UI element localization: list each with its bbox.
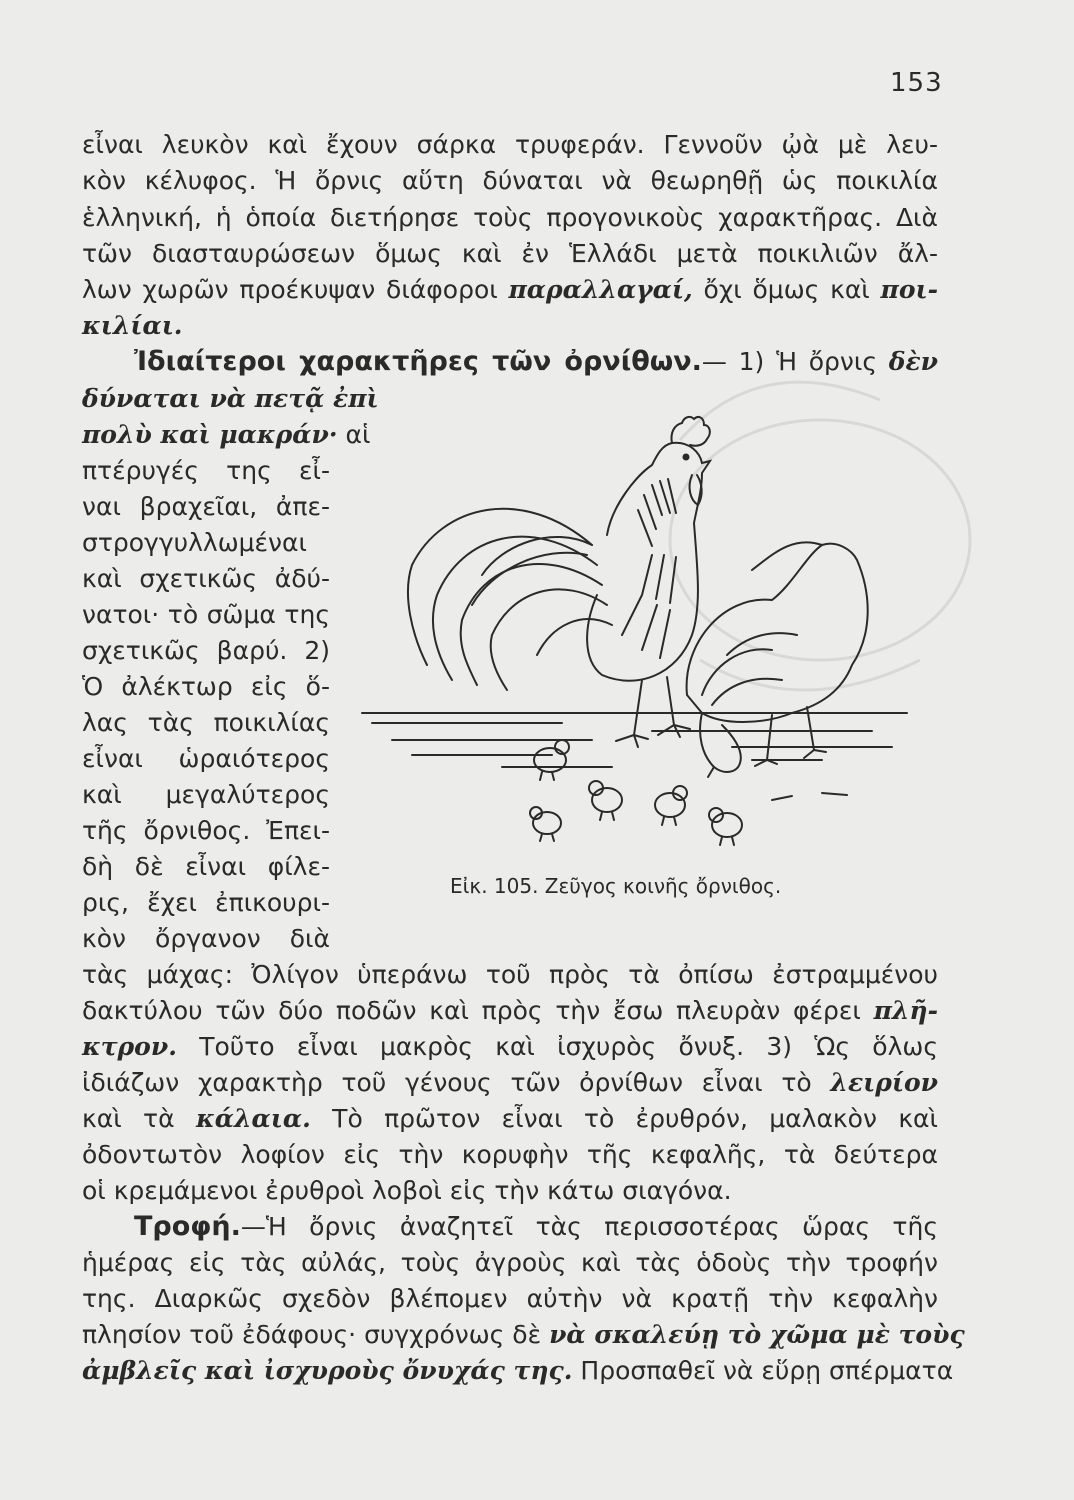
text-line: ὀδοντωτὸν λοφίον εἰς τὴν κορυφὴν τῆς κεφαλῆς, τὰ δεύτερα <box>82 1140 938 1169</box>
text-line: εἶναι ὡραιότερος <box>82 744 330 773</box>
text-line: οἱ κρεμάμενοι ἐρυθροὶ λοβοὶ εἰς τὴν κάτω σιαγόνα. <box>82 1176 732 1205</box>
bold-term: δὲν <box>888 347 938 376</box>
text-line <box>82 1029 938 1065</box>
section-heading: Τροφή. <box>134 1211 241 1242</box>
bold-term: κάλαια. <box>195 1104 311 1133</box>
bold-term: λειρίον <box>830 1068 938 1097</box>
text-line: ναι βραχεῖαι, ἀπε- <box>82 492 330 521</box>
text-line: πτέρυγές της εἶ- <box>82 456 330 485</box>
text-line: σχετικῶς βαρύ. 2) <box>82 636 330 665</box>
text-line <box>82 1065 938 1101</box>
text-span: —Ἡ ὄρνις ἀναζητεῖ τὰς περισσοτέρας ὥρας τῆς <box>240 1212 938 1241</box>
text-span: αἱ <box>337 420 371 449</box>
text-line: της. Διαρκῶς σχεδὸν βλέπομεν αὐτὴν νὰ κρατῇ τὴν κεφαλὴν <box>82 1284 938 1313</box>
text-line: ἑλληνική, ἡ ὁποία διετήρησε τοὺς προγονικοὺς χαρακτῆρας. Διὰ <box>82 203 938 232</box>
text-line: κὸν ὄργανον διὰ <box>82 924 330 953</box>
text-line <box>82 272 938 308</box>
text-span: καὶ τὰ <box>82 1104 196 1133</box>
text-span: Τὸ πρῶτον εἶναι τὸ ἐρυθρόν, μαλακὸν καὶ <box>310 1104 938 1133</box>
text-line: ρις, ἔχει ἐπικουρι- <box>82 888 330 917</box>
text-span: Τοῦτο εἶναι μακρὸς καὶ ἰσχυρὸς ὄνυξ. 3) Ὡς ὅλως <box>176 1032 938 1061</box>
text-line: δὴ δὲ εἶναι φίλε- <box>82 852 330 881</box>
text-line: νατοι· τὸ σῶμα της <box>82 600 330 629</box>
text-span: ἰδιάζων χαρακτὴρ τοῦ γένους τῶν ὀρνίθων εἶναι τὸ <box>82 1068 831 1097</box>
text-line <box>82 308 938 344</box>
text-span: λων χωρῶν προέκυψαν διάφοροι <box>82 275 509 304</box>
section-heading-line <box>82 1209 938 1245</box>
text-line: εἶναι λευκὸν καὶ ἔχουν σάρκα τρυφεράν. Γεννοῦν ᾠὰ μὲ λευ- <box>82 130 938 159</box>
bold-term: κτρον. <box>82 1032 177 1061</box>
bold-term: ἀμβλεῖς καὶ ἰσχυροὺς ὄνυχάς της. <box>82 1356 573 1385</box>
text-line: κὸν κέλυφος. Ἡ ὄρνις αὕτη δύναται νὰ θεωρηθῇ ὡς ποικιλία <box>82 166 938 195</box>
text-line: καὶ σχετικῶς ἀδύ- <box>82 564 330 593</box>
text-line: λας τὰς ποικιλίας <box>82 708 330 737</box>
bold-term: δύναται νὰ πετᾷ ἐπὶ <box>82 384 379 413</box>
bold-term: παραλλαγαί, <box>508 275 693 304</box>
text-span: ὄχι ὅμως καὶ <box>692 275 881 304</box>
figure-caption: Εἰκ. 105. Ζεῦγος κοινῆς ὄρνιθος. <box>450 874 782 898</box>
text-line <box>82 1353 954 1389</box>
bold-term: νὰ σκαλεύῃ τὸ χῶμα μὲ τοὺς <box>549 1320 965 1349</box>
text-line: καὶ μεγαλύτερος <box>82 780 330 809</box>
bold-term: ποι- <box>880 275 938 304</box>
text-line: στρογγυλλωμέναι <box>82 528 307 557</box>
bold-term: πλῆ- <box>873 996 938 1025</box>
text-line <box>82 993 938 1029</box>
text-span: πλησίον τοῦ ἐδάφους· συγχρόνως δὲ <box>82 1320 550 1349</box>
section-heading-line <box>82 344 938 380</box>
text-line: ἡμέρας εἰς τὰς αὐλάς, τοὺς ἀγροὺς καὶ τὰς ὁδοὺς τὴν τροφήν <box>82 1248 938 1277</box>
text-line: Ὁ ἀλέκτωρ εἰς ὅ- <box>82 672 330 701</box>
text-line: τῆς ὄρνιθος. Ἐπει- <box>82 816 330 845</box>
text-line <box>82 1317 965 1353</box>
text-line: τὰς μάχας: Ὀλίγον ὑπεράνω τοῦ πρὸς τὰ ὀπίσω ἐστραμμένου <box>82 960 938 989</box>
text-span: δακτύλου τῶν δύο ποδῶν καὶ πρὸς τὴν ἔσω πλευρὰν φέρει <box>82 996 874 1025</box>
text-span: — 1) Ἡ ὄρνις <box>701 347 889 376</box>
text-line <box>82 381 379 417</box>
section-heading: Ἰδιαίτεροι χαρακτῆρες τῶν ὀρνίθων. <box>134 346 702 377</box>
text-line <box>82 417 371 453</box>
page-number: 153 <box>890 68 943 98</box>
text-span: Προσπαθεῖ νὰ εὕρῃ σπέρματα <box>572 1356 954 1385</box>
rooster-hen-illustration <box>352 395 917 865</box>
bold-term: πολὺ καὶ μακράν· <box>82 420 338 449</box>
bold-term: κιλίαι. <box>82 311 183 340</box>
text-line <box>82 1101 938 1137</box>
text-line: τῶν διασταυρώσεων ὅμως καὶ ἐν Ἑλλάδι μετὰ ποικιλιῶν ἄλ- <box>82 239 938 268</box>
